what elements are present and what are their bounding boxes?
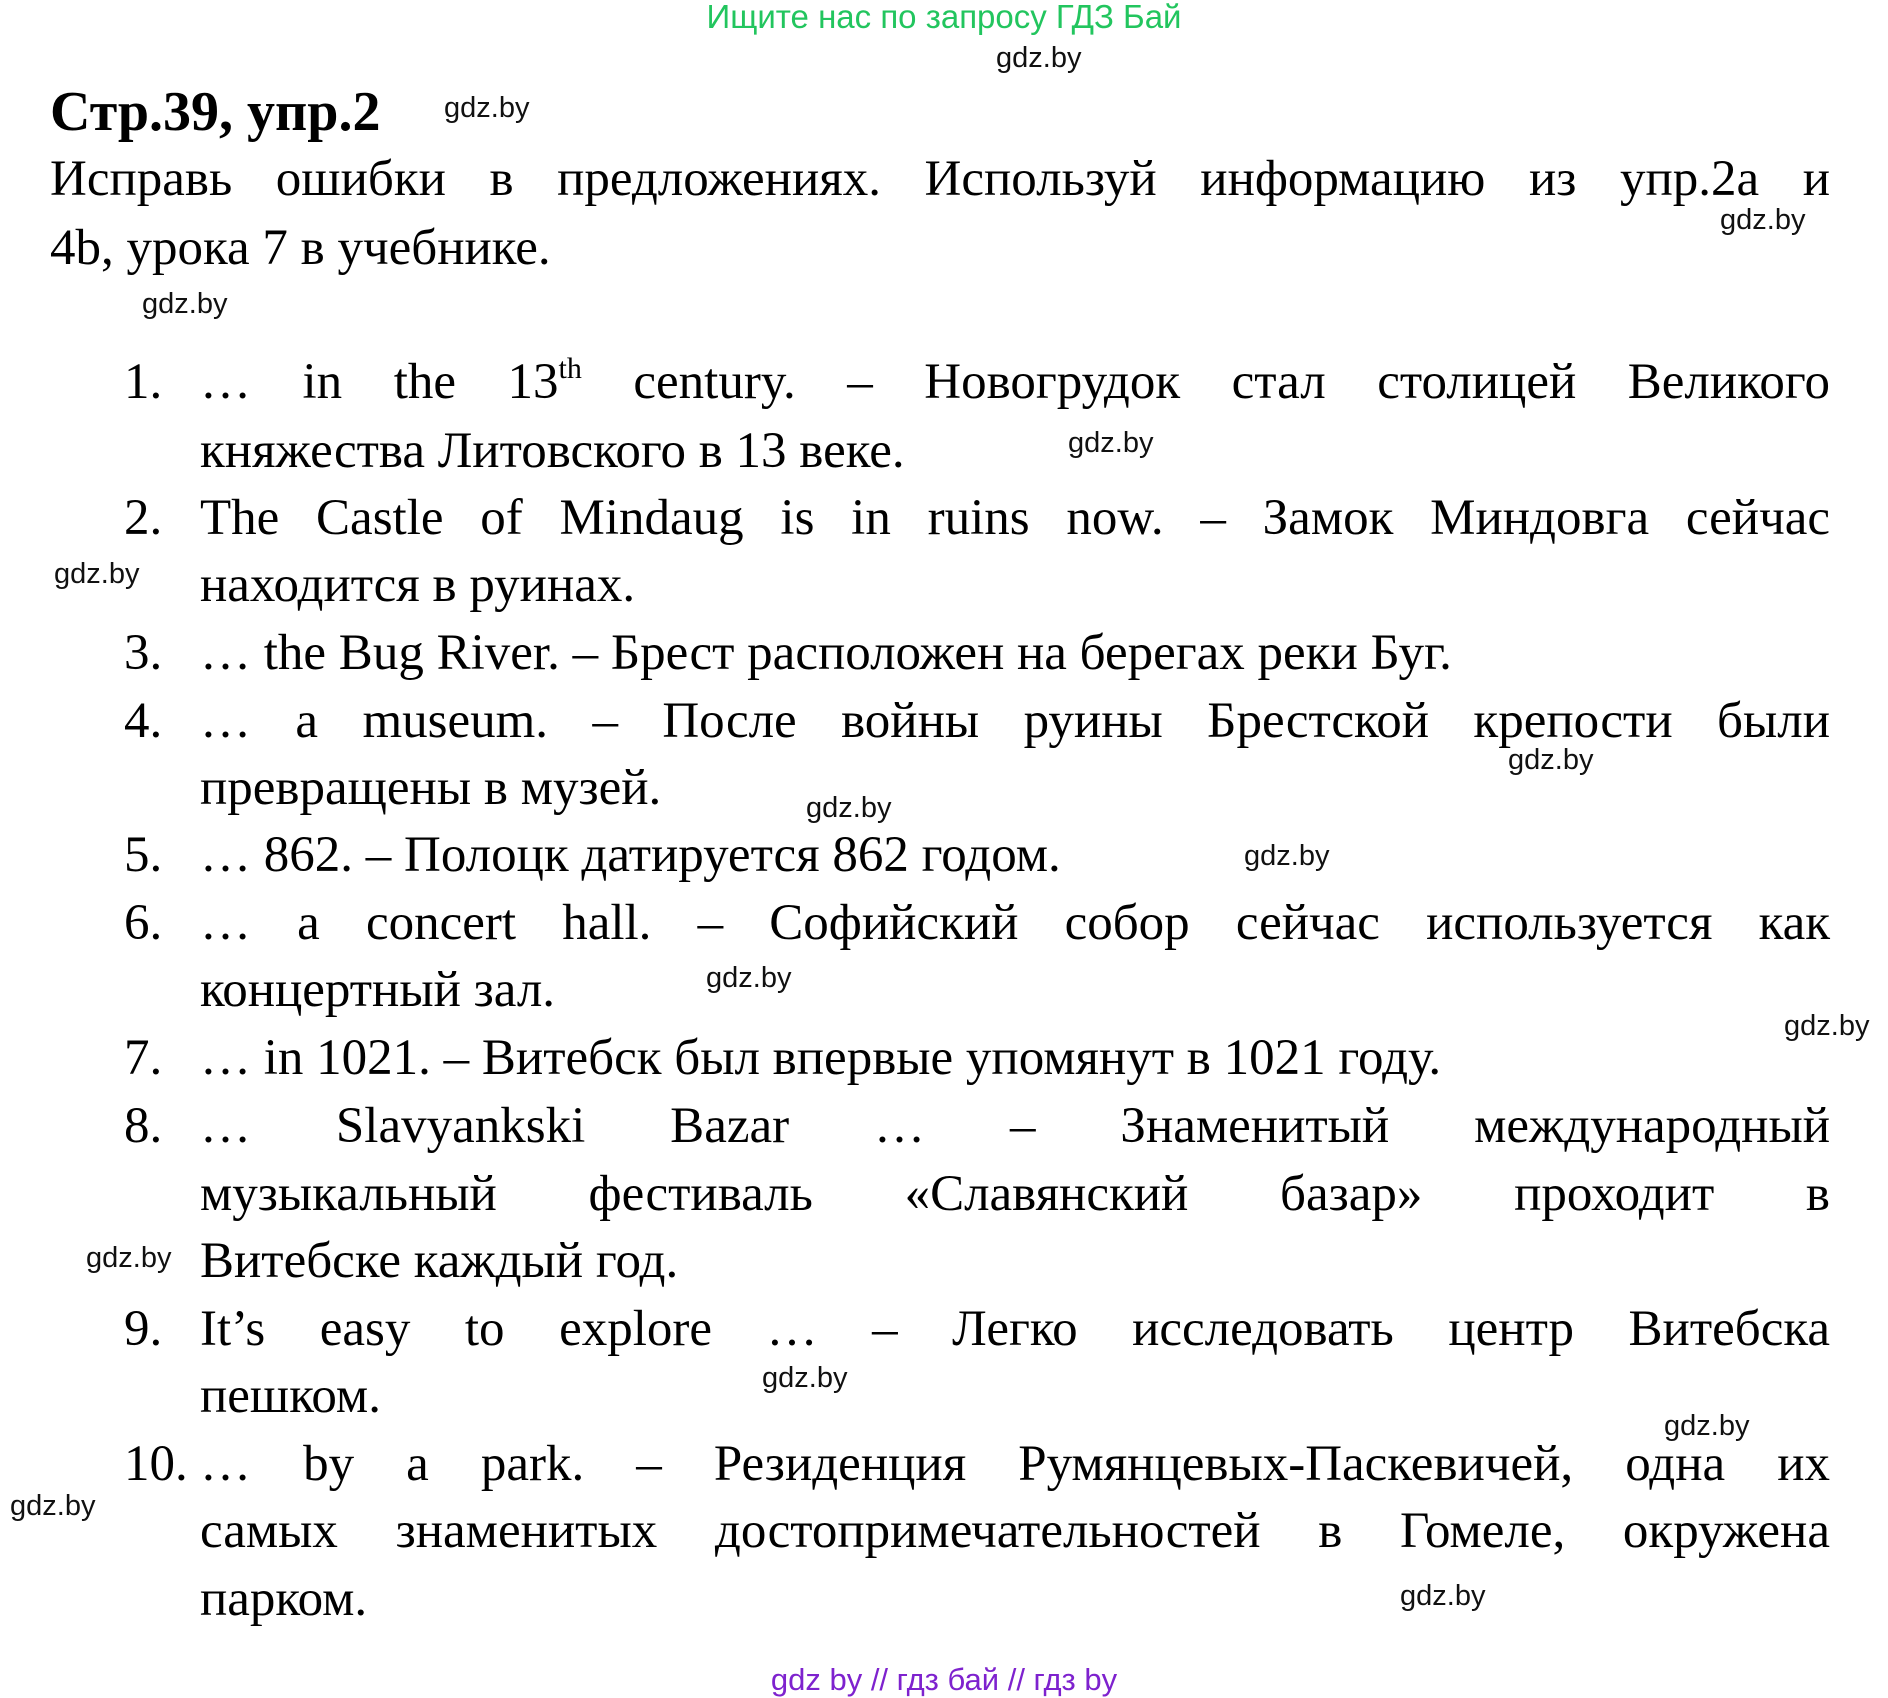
watermark: gdz.by (806, 792, 892, 824)
watermark: gdz.by (996, 42, 1082, 74)
top-banner: Ищите нас по запросу ГДЗ Бай (706, 0, 1182, 35)
item-line: пешком. (200, 1368, 381, 1424)
watermark: gdz.by (762, 1362, 848, 1394)
item-line: княжества Литовского в 13 веке. (200, 423, 905, 479)
item-number: 2. (124, 490, 163, 546)
watermark: gdz.by (1244, 840, 1330, 872)
watermark: gdz.by (1068, 427, 1154, 459)
instruction-line: Исправь ошибки в предложениях. Используй информацию из упр.2а и (50, 151, 1830, 207)
item-line: парком. (200, 1571, 368, 1627)
item-line: Витебске каждый год. (200, 1233, 679, 1289)
item-number: 5. (124, 827, 163, 883)
item-text: … in the 13 (200, 354, 559, 410)
watermark: gdz.by (1784, 1010, 1870, 1042)
item-line: … Slavyankski Bazar … – Знаменитый международный (200, 1098, 1830, 1154)
watermark: gdz.by (706, 962, 792, 994)
item-line: музыкальный фестиваль «Славянский базар» проходит в (200, 1166, 1830, 1222)
page-title: Стр.39, упр.2 (50, 81, 381, 143)
item-number: 7. (124, 1030, 163, 1086)
item-line: … the Bug River. – Брест расположен на берегах реки Буг. (200, 625, 1452, 681)
watermark: gdz.by (1664, 1410, 1750, 1442)
item-line: … in 1021. – Витебск был впервые упомянут в 1021 году. (200, 1030, 1442, 1086)
instruction-line: 4b, урока 7 в учебнике. (50, 220, 551, 276)
item-line: … by a park. – Резиденция Румянцевых-Паскевичей, одна их (200, 1436, 1830, 1492)
item-line: … a concert hall. – Софийский собор сейчас используется как (200, 895, 1830, 951)
watermark: gdz.by (86, 1242, 172, 1274)
item-line: самых знаменитых достопримечательностей в Гомеле, окружена (200, 1503, 1830, 1559)
item-number: 8. (124, 1098, 163, 1154)
watermark: gdz.by (1400, 1580, 1486, 1612)
item-line: … 862. – Полоцк датируется 862 годом. (200, 827, 1061, 883)
item-number: 3. (124, 625, 163, 681)
item-line: The Castle of Mindaug is in ruins now. – Замок Миндовга сейчас (200, 490, 1830, 546)
watermark: gdz.by (444, 92, 530, 124)
watermark: gdz.by (10, 1490, 96, 1522)
item-line: превращены в музей. (200, 760, 662, 816)
item-number: 10. (124, 1436, 188, 1492)
item-line: концертный зал. (200, 962, 556, 1018)
item-number: 6. (124, 895, 163, 951)
watermark: gdz.by (142, 288, 228, 320)
item-line: … a museum. – После войны руины Брестской крепости были (200, 693, 1830, 749)
item-number: 1. (124, 354, 163, 410)
item-superscript: th (558, 352, 582, 385)
item-line: It’s easy to explore … – Легко исследовать центр Витебска (200, 1301, 1830, 1357)
item-text: century. – Новогрудок стал столицей Великого (581, 354, 1831, 410)
watermark: gdz.by (1720, 204, 1806, 236)
item-line (200, 348, 1830, 417)
item-line: находится в руинах. (200, 557, 636, 613)
watermark: gdz.by (1508, 744, 1594, 776)
item-number: 4. (124, 693, 163, 749)
item-number: 9. (124, 1301, 163, 1357)
watermark: gdz.by (54, 558, 140, 590)
footer-watermark: gdz by // гдз бай // гдз by (770, 1662, 1118, 1697)
